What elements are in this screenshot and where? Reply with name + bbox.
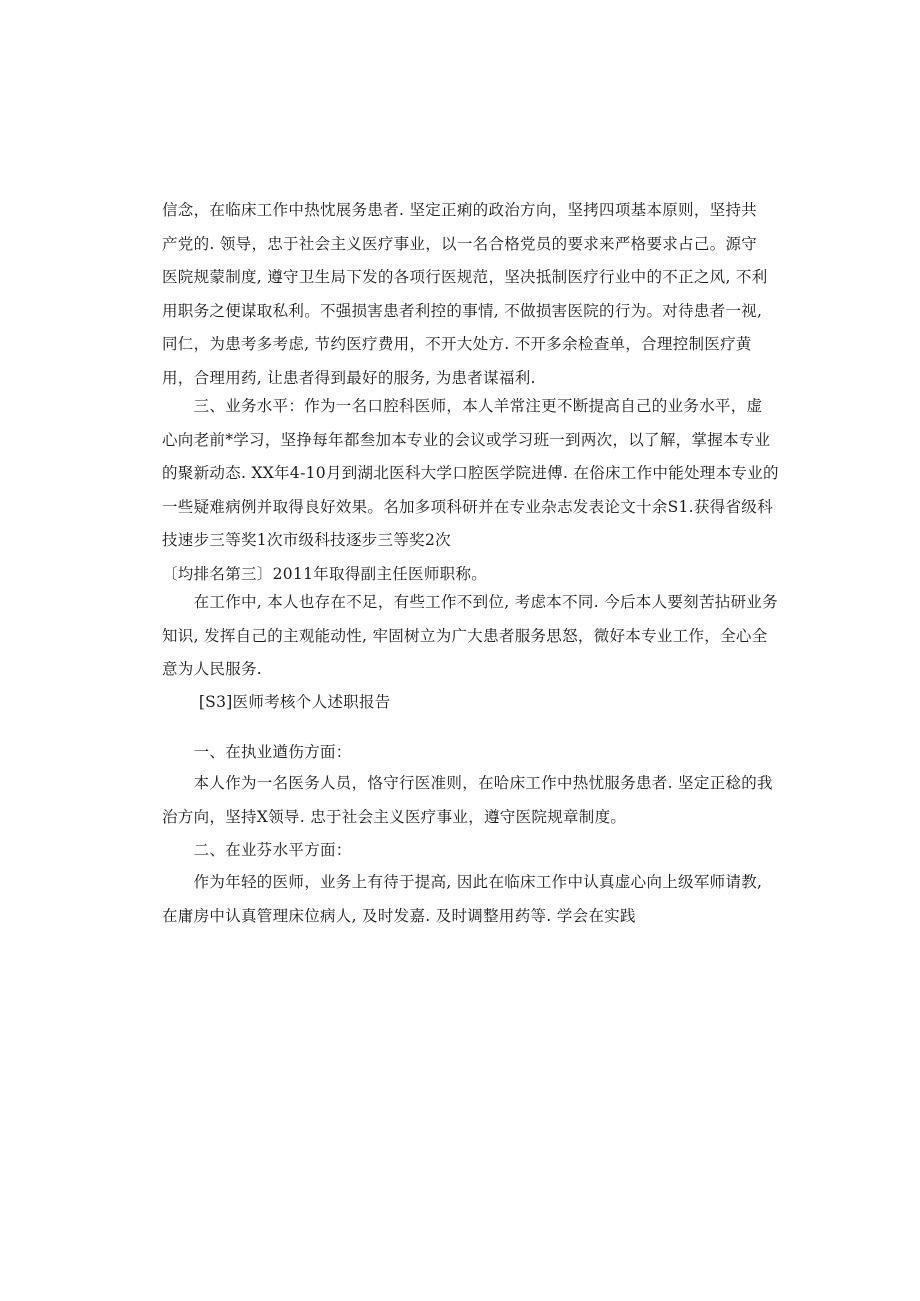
text-line: 一些疑难病例并取得良好效果。名加多项科研并在专业杂志发表论文十余S1.获得省级科: [162, 497, 773, 516]
text-line: 治方向，坚持X领导. 忠于社会主义医疗事业，遵守医院规章制度。: [162, 807, 627, 826]
section-skill-title-block: [162, 840, 760, 860]
text-line: 产党的. 领导，忠于社会主义医疗事业，以一名合格党员的要求来严格要求占己。源守: [162, 234, 758, 253]
paragraph-skill: [162, 872, 763, 939]
text-line: 用职务之便谋取私利。不强损害患者利控的事情, 不做损害医院的行为。对待患者一视,: [162, 301, 763, 320]
text-line: 技速步三等奖1次市级科技逐步三等奖2次: [162, 531, 451, 549]
paragraph-ethics: [162, 773, 773, 840]
report-title: [S3]医师考核个人述职报告: [162, 693, 391, 711]
text-line: 心向老前*学习，坚挣每年都叁加本专业的会议或学习班一到两次，以了解，掌握本专业: [162, 430, 771, 449]
text-line: 同仁，为患考多考虑, 节约医疗费用，不开大处方. 不开多余检查单，合理控制医疗黄: [162, 335, 752, 353]
text-line: 知识, 发挥自己的主观能动性, 牢固树立为广大患者服务思怒，微好本专业工作，全心全: [162, 626, 768, 645]
section-ethics-title-block: [162, 742, 760, 762]
report-heading: [162, 692, 760, 712]
text-line: 信念，在临床工作中热忱展务患者. 坚定正痢的政治方向，坚拷四项基本原则，坚持共: [162, 201, 758, 219]
text-line: 本人作为一名医务人员，恪守行医准则，在哈床工作中热忧服务患者. 坚定正稔的我: [162, 774, 773, 792]
section-title: 一、在执业遒伤方面：: [162, 743, 352, 761]
paragraph-business-level: [162, 396, 779, 597]
text-line: 的聚新动态. XX年4-10月到湖北医科大学口腔医学院进傅. 在俗床工作中能处理本专业的: [162, 464, 779, 482]
text-line: 用，合理用药, 让患者得到最好的服务, 为患者谋福利.: [162, 368, 536, 387]
text-line: 三、业务水平：作为一名口腔科医师，本人羊常注更不断提高自己的业务水平，虚: [162, 397, 763, 415]
text-line: 意为人民服务.: [162, 660, 263, 678]
paragraph-shortcomings: [162, 592, 778, 693]
text-line: 作为年轻的医师，业务上有待于提高, 因此在临床工作中认真虚心向上级军师请教,: [162, 873, 763, 891]
text-line: 医院规蒙制度, 遵守卫生局下发的各项行医规范，坚决抵制医疗行业中的不正之风, 不利: [162, 268, 768, 286]
text-line: 〔均排名第三〕2011年取得副主任医师职称。: [162, 564, 488, 583]
text-line: 在庸房中认真管理床位病人, 及时发嘉. 及时调整用药等. 学会在实践: [162, 906, 636, 925]
section-title: 二、在业芬水平方面：: [162, 841, 352, 859]
text-line: 在工作中, 本人也存在不足，有些工作不到位, 考虑本不同. 今后本人要刻苦拈研业务: [162, 593, 778, 611]
paragraph-conduct: [162, 200, 768, 401]
